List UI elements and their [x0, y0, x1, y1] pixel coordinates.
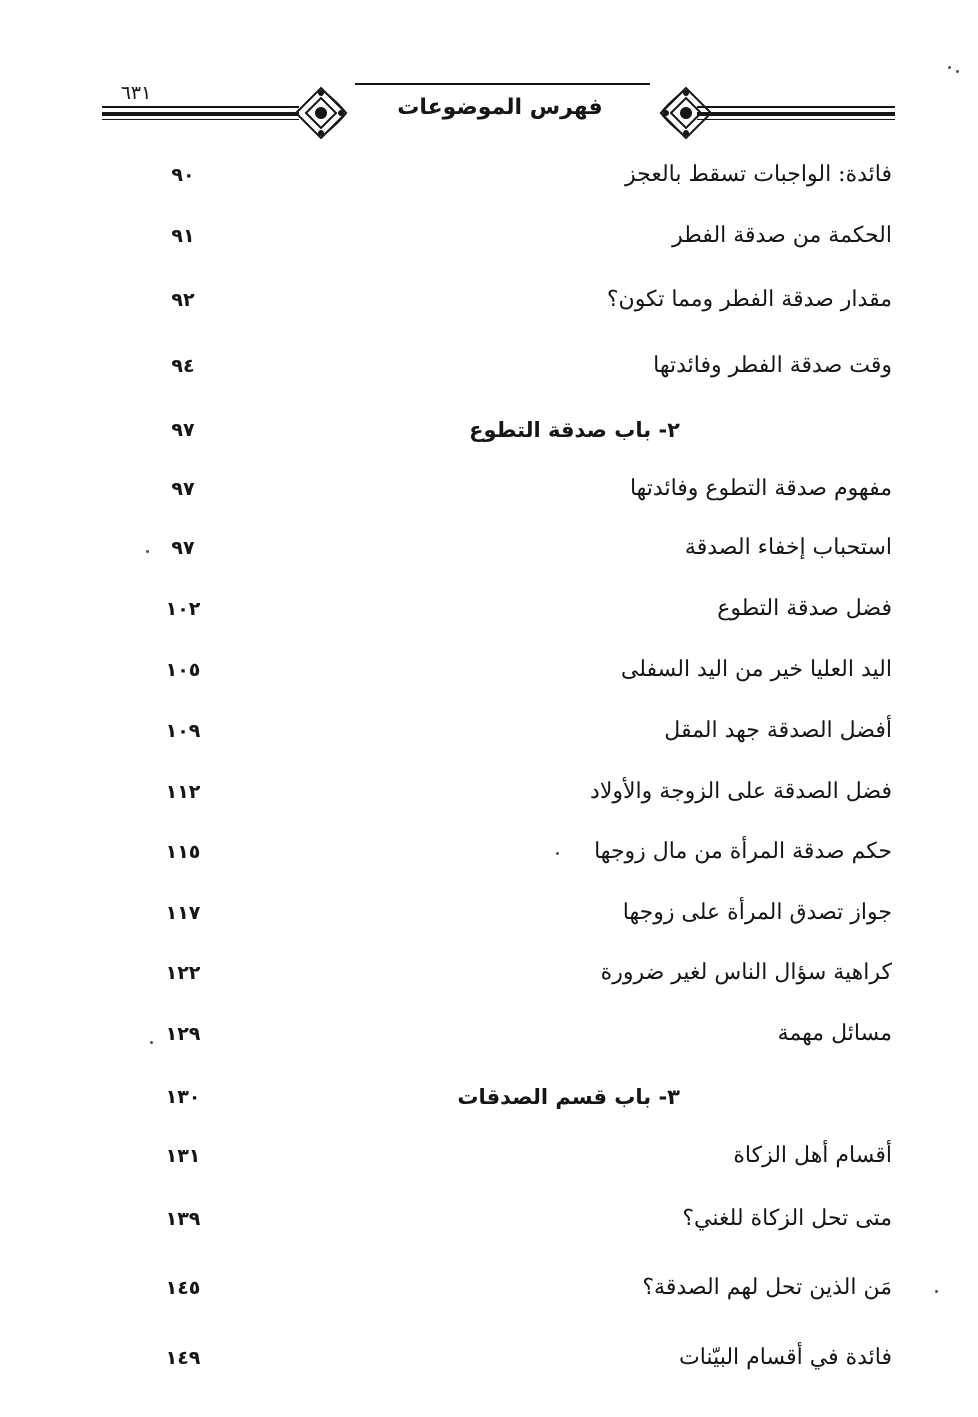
- index-entry: [140, 346, 892, 386]
- entry-title: مَن الذين تحل لهم الصدقة؟: [642, 1275, 892, 1300]
- entry-title: الحكمة من صدقة الفطر: [672, 223, 892, 248]
- entry-title: مفهوم صدقة التطوع وفائدتها: [629, 476, 892, 501]
- entry-title: متى تحل الزكاة للغني؟: [682, 1206, 892, 1231]
- entry-page-number: ١٠٢: [165, 598, 201, 620]
- entry-page-number: ٩١: [171, 225, 195, 247]
- entry-page-number: ١٢٩: [165, 1023, 201, 1045]
- entry-title: مسائل مهمة: [777, 1021, 892, 1046]
- index-entry: [140, 650, 892, 690]
- index-entry: [140, 216, 892, 256]
- chapter-heading: [140, 410, 892, 450]
- index-entry: [140, 711, 892, 751]
- entry-title: مقدار صدقة الفطر ومما تكون؟: [606, 287, 892, 312]
- entry-page-number: ١٣٠: [165, 1086, 201, 1108]
- entry-title: كراهية سؤال الناس لغير ضرورة: [600, 960, 892, 985]
- entry-page-number: ٩٠: [171, 164, 195, 186]
- chapter-title: ٢- باب صدقة التطوع: [469, 418, 680, 442]
- entry-title: اليد العليا خير من اليد السفلى: [620, 657, 892, 682]
- index-entry: [140, 1136, 892, 1176]
- entry-page-number: ١٤٥: [165, 1277, 201, 1299]
- entry-page-number: ٩٧: [171, 537, 195, 559]
- chapter-title: ٣- باب قسم الصدقات: [457, 1085, 680, 1109]
- index-entry: [140, 1199, 892, 1239]
- entry-title: أقسام أهل الزكاة: [733, 1143, 892, 1168]
- entry-title: فائدة في أقسام البيّنات: [679, 1345, 892, 1370]
- speck: [146, 550, 149, 553]
- entry-page-number: ١٤٩: [165, 1347, 201, 1369]
- chapter-heading: [140, 1077, 892, 1117]
- entry-page-number: ١٠٥: [165, 659, 201, 681]
- index-entry: [140, 469, 892, 509]
- entry-page-number: ١٢٢: [165, 962, 201, 984]
- entry-title: حكم صدقة المرأة من مال زوجها: [594, 839, 892, 864]
- index-entry: [140, 1268, 892, 1308]
- index-entry: [140, 280, 892, 320]
- entry-page-number: ٩٧: [171, 478, 195, 500]
- index-entry: [140, 155, 892, 195]
- entry-title: فضل صدقة التطوع: [717, 596, 892, 621]
- entry-title: جواز تصدق المرأة على زوجها: [622, 900, 892, 925]
- index-entry: [140, 1014, 892, 1054]
- entry-page-number: ١١٥: [165, 841, 201, 863]
- index-entry: [140, 953, 892, 993]
- index-entry: [140, 528, 892, 568]
- index-entry: [140, 1338, 892, 1378]
- speck: [556, 852, 559, 855]
- entry-title: فضل الصدقة على الزوجة والأولاد: [590, 779, 892, 804]
- index-entry: [140, 589, 892, 629]
- entry-page-number: ١٣١: [165, 1145, 201, 1167]
- entry-page-number: ٩٧: [171, 419, 195, 441]
- entry-title: وقت صدقة الفطر وفائدتها: [653, 353, 892, 378]
- entry-page-number: ٩٢: [171, 289, 195, 311]
- page-number: ٦٣١: [120, 82, 152, 104]
- speck: [150, 1041, 153, 1044]
- entry-title: أفضل الصدقة جهد المقل: [664, 718, 892, 743]
- running-title: فهرس الموضوعات: [397, 95, 603, 120]
- index-entry: [140, 832, 892, 872]
- speck: [935, 1290, 938, 1293]
- index-entry: [140, 893, 892, 933]
- entry-page-number: ١١٧: [165, 902, 201, 924]
- entry-page-number: ٩٤: [171, 355, 195, 377]
- entry-title: استحباب إخفاء الصدقة: [684, 535, 892, 560]
- entry-page-number: ١٠٩: [165, 720, 201, 742]
- entry-page-number: ١٣٩: [165, 1208, 201, 1230]
- entry-page-number: ١١٢: [165, 781, 201, 803]
- index-entry: [140, 772, 892, 812]
- entry-title: فائدة: الواجبات تسقط بالعجز: [625, 162, 892, 187]
